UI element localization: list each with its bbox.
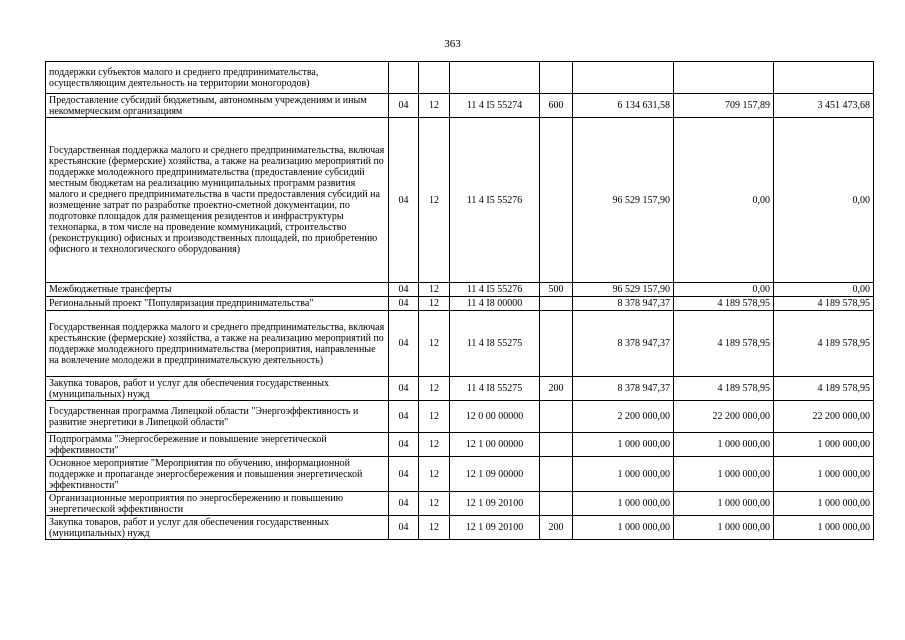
row-name-cell: Региональный проект "Популяризация предпринимательства" (46, 297, 389, 311)
amount-col-3-cell: 22 200 000,00 (774, 401, 874, 433)
amount-col-3-cell: 1 000 000,00 (774, 433, 874, 457)
amount-col-2-cell: 1 000 000,00 (674, 492, 774, 516)
table-row (46, 492, 874, 516)
table-row (46, 377, 874, 401)
page-number: 363 (444, 38, 461, 50)
target-article-cell: 11 4 I5 55276 (450, 118, 540, 283)
subsection-code-cell: 12 (419, 516, 450, 540)
target-article-cell: 12 1 09 00000 (450, 457, 540, 492)
amount-col-3-cell: 3 451 473,68 (774, 94, 874, 118)
target-article-cell: 12 1 00 00000 (450, 433, 540, 457)
subsection-code-cell: 12 (419, 283, 450, 297)
amount-col-3-cell: 4 189 578,95 (774, 297, 874, 311)
row-name-cell: Межбюджетные трансферты (46, 283, 389, 297)
amount-col-2-cell: 4 189 578,95 (674, 311, 774, 377)
amount-col-1-cell: 8 378 947,37 (573, 377, 674, 401)
expense-type-cell: 200 (540, 516, 573, 540)
subsection-code-cell: 12 (419, 457, 450, 492)
section-code-cell: 04 (389, 377, 419, 401)
amount-col-3-cell: 1 000 000,00 (774, 516, 874, 540)
expense-type-cell: 600 (540, 94, 573, 118)
subsection-code-cell: 12 (419, 401, 450, 433)
amount-col-2-cell: 1 000 000,00 (674, 433, 774, 457)
section-code-cell: 04 (389, 401, 419, 433)
amount-col-2-cell (674, 62, 774, 94)
expense-type-cell (540, 118, 573, 283)
table-row (46, 401, 874, 433)
section-code-cell: 04 (389, 283, 419, 297)
expense-type-cell (540, 401, 573, 433)
amount-col-2-cell: 0,00 (674, 283, 774, 297)
expense-type-cell (540, 492, 573, 516)
subsection-code-cell: 12 (419, 297, 450, 311)
table-row (46, 297, 874, 311)
expense-type-cell (540, 457, 573, 492)
amount-col-2-cell: 4 189 578,95 (674, 297, 774, 311)
amount-col-3-cell: 1 000 000,00 (774, 457, 874, 492)
expense-type-cell (540, 297, 573, 311)
amount-col-3-cell: 4 189 578,95 (774, 311, 874, 377)
section-code-cell: 04 (389, 297, 419, 311)
section-code-cell: 04 (389, 118, 419, 283)
table-row (46, 283, 874, 297)
row-name-cell: Государственная поддержка малого и среднего предпринимательства, включая крестьянские (фермерские) хозяйства, а также на реализацию мероприятий по поддержке молодежного предпринимательства (предоставление субсидий местным бюджетам на реализацию муниципальных программ развития малого и среднего предпринимательства в части предоставления субсидий на возмещение затрат по разработке проектно-сметной документации, по подготовке площадок для размещения резидентов и инфраструктуры технопарка, в том числе на проведение коммуникаций, строительство (реконструкцию) офисных и производственных площадей, по приобретению офисного и технологического оборудования) (46, 118, 389, 283)
amount-col-1-cell: 1 000 000,00 (573, 492, 674, 516)
subsection-code-cell: 12 (419, 311, 450, 377)
amount-col-2-cell: 0,00 (674, 118, 774, 283)
expense-type-cell (540, 62, 573, 94)
expense-type-cell (540, 433, 573, 457)
target-article-cell: 11 4 I5 55276 (450, 283, 540, 297)
amount-col-1-cell: 1 000 000,00 (573, 516, 674, 540)
subsection-code-cell: 12 (419, 377, 450, 401)
table-row (46, 94, 874, 118)
amount-col-3-cell: 0,00 (774, 118, 874, 283)
row-name-cell: Государственная программа Липецкой области "Энергоэффективность и развитие энергетики в Липецкой области" (46, 401, 389, 433)
subsection-code-cell: 12 (419, 118, 450, 283)
row-name-cell: Подпрограмма "Энергосбережение и повышение энергетической эффективности" (46, 433, 389, 457)
amount-col-1-cell: 96 529 157,90 (573, 118, 674, 283)
amount-col-3-cell: 1 000 000,00 (774, 492, 874, 516)
amount-col-1-cell: 2 200 000,00 (573, 401, 674, 433)
subsection-code-cell (419, 62, 450, 94)
target-article-cell: 12 1 09 20100 (450, 492, 540, 516)
section-code-cell: 04 (389, 433, 419, 457)
amount-col-2-cell: 4 189 578,95 (674, 377, 774, 401)
amount-col-1-cell: 6 134 631,58 (573, 94, 674, 118)
amount-col-2-cell: 1 000 000,00 (674, 457, 774, 492)
row-name-cell: поддержки субъектов малого и среднего предпринимательства, осуществляющим деятельность на территории моногородов) (46, 62, 389, 94)
table-row (46, 457, 874, 492)
row-name-cell: Организационные мероприятия по энергосбережению и повышению энергетической эффективности (46, 492, 389, 516)
section-code-cell (389, 62, 419, 94)
budget-table (45, 61, 874, 540)
subsection-code-cell: 12 (419, 492, 450, 516)
amount-col-2-cell: 709 157,89 (674, 94, 774, 118)
section-code-cell: 04 (389, 457, 419, 492)
expense-type-cell (540, 311, 573, 377)
row-name-cell: Закупка товаров, работ и услуг для обеспечения государственных (муниципальных) нужд (46, 516, 389, 540)
table-row (46, 62, 874, 94)
target-article-cell: 11 4 I5 55274 (450, 94, 540, 118)
section-code-cell: 04 (389, 516, 419, 540)
amount-col-1-cell: 1 000 000,00 (573, 457, 674, 492)
target-article-cell: 11 4 I8 00000 (450, 297, 540, 311)
subsection-code-cell: 12 (419, 433, 450, 457)
budget-table-body (46, 62, 874, 540)
table-row (46, 311, 874, 377)
target-article-cell: 12 0 00 00000 (450, 401, 540, 433)
target-article-cell: 12 1 09 20100 (450, 516, 540, 540)
amount-col-2-cell: 22 200 000,00 (674, 401, 774, 433)
expense-type-cell: 200 (540, 377, 573, 401)
amount-col-1-cell: 1 000 000,00 (573, 433, 674, 457)
section-code-cell: 04 (389, 492, 419, 516)
amount-col-1-cell: 8 378 947,37 (573, 297, 674, 311)
row-name-cell: Предоставление субсидий бюджетным, автономным учреждениям и иным некоммерческим организациям (46, 94, 389, 118)
amount-col-1-cell: 96 529 157,90 (573, 283, 674, 297)
target-article-cell: 11 4 I8 55275 (450, 377, 540, 401)
row-name-cell: Основное мероприятие "Мероприятия по обучению, информационной поддержке и пропаганде энергосбережения и повышения энергетической эффективности" (46, 457, 389, 492)
amount-col-3-cell: 0,00 (774, 283, 874, 297)
table-row (46, 516, 874, 540)
amount-col-1-cell (573, 62, 674, 94)
section-code-cell: 04 (389, 94, 419, 118)
subsection-code-cell: 12 (419, 94, 450, 118)
amount-col-2-cell: 1 000 000,00 (674, 516, 774, 540)
target-article-cell: 11 4 I8 55275 (450, 311, 540, 377)
amount-col-3-cell (774, 62, 874, 94)
amount-col-3-cell: 4 189 578,95 (774, 377, 874, 401)
row-name-cell: Закупка товаров, работ и услуг для обеспечения государственных (муниципальных) нужд (46, 377, 389, 401)
table-row (46, 433, 874, 457)
section-code-cell: 04 (389, 311, 419, 377)
row-name-cell: Государственная поддержка малого и среднего предпринимательства, включая крестьянские (фермерские) хозяйства, а также на реализацию мероприятий по поддержке молодежного предпринимательства (мероприятия, направленные на вовлечение молодежи в предпринимательскую деятельность) (46, 311, 389, 377)
amount-col-1-cell: 8 378 947,37 (573, 311, 674, 377)
expense-type-cell: 500 (540, 283, 573, 297)
table-row (46, 118, 874, 283)
target-article-cell (450, 62, 540, 94)
